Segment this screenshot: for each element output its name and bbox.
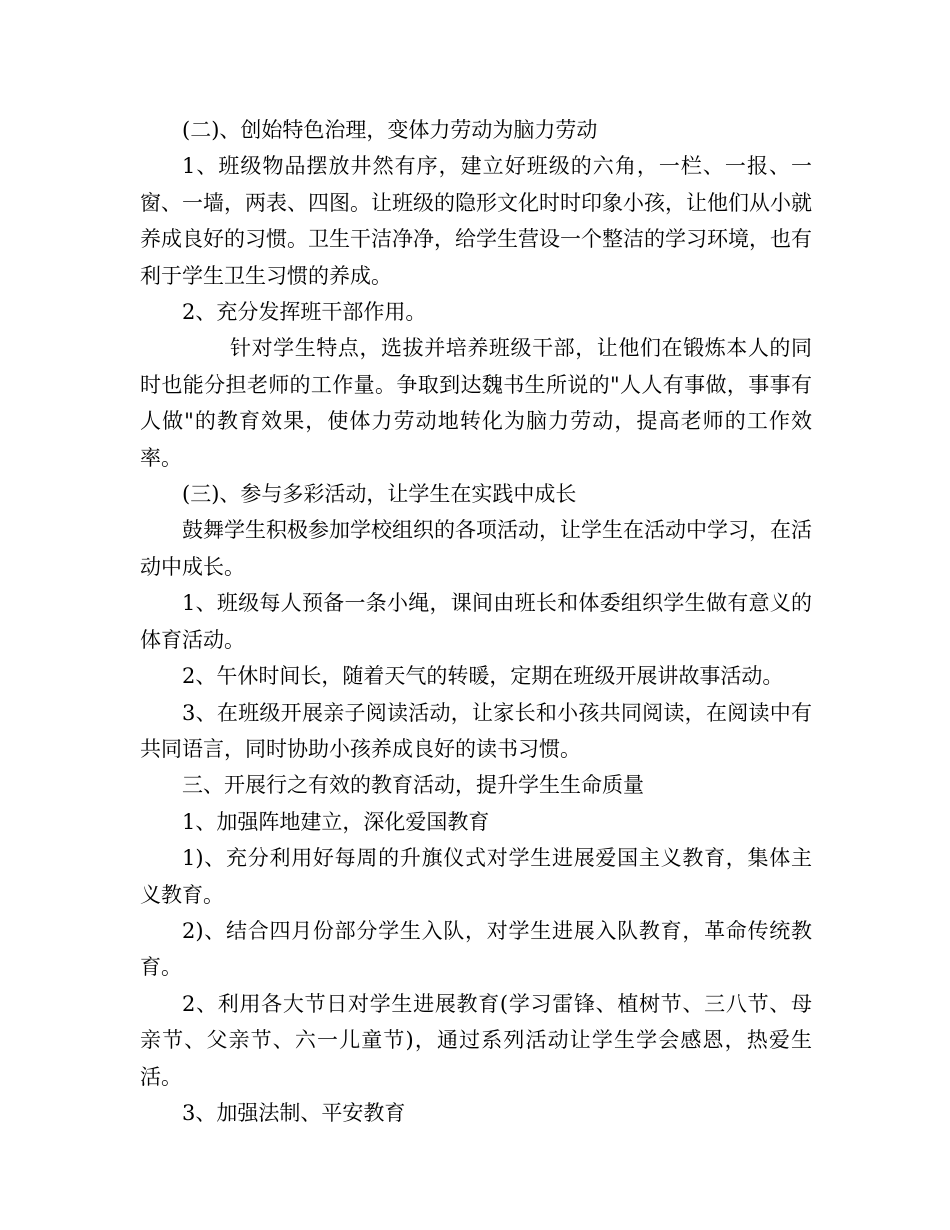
section-heading-special-management: (二)、创始特色治理，变体力劳动为脑力劳动 (182, 118, 598, 142)
paragraph-parent-child-reading: 3、在班级开展亲子阅读活动，让家长和小孩共同阅读，在阅读中有共同语言，同时协助小孩养成良好的读书习惯。 (140, 700, 812, 761)
paragraph-holiday-education: 2、利用各大节日对学生进展教育(学习雷锋、植树节、三八节、母亲节、父亲节、六一儿童节)，通过系列活动让学生学会感恩，热爱生活。 (140, 991, 812, 1089)
paragraph-team-joining: 2)、结合四月份部分学生入队，对学生进展入队教育，革命传统教育。 (140, 918, 812, 980)
paragraph-patriotic-education-heading: 1、加强阵地建立，深化爱国教育 (182, 809, 490, 834)
section-heading-activities: (三)、参与多彩活动，让学生在实践中成长 (182, 482, 577, 507)
document-body (140, 112, 812, 1131)
paragraph-legal-safety-heading: 3、加强法制、平安教育 (182, 1100, 406, 1125)
paragraph-class-items: 1、班级物品摆放井然有序，建立好班级的六角，一栏、一报、一窗、一墙，两表、四图。让班级的隐形文化时时印象小孩，让他们从小就养成良好的习惯。卫生干洁净净，给学生营设一个整洁的学习环境，也有利于学生卫生习惯的养成。 (140, 154, 812, 288)
paragraph-class-cadres: 针对学生特点，选拔并培养班级干部，让他们在锻炼本人的同时也能分担老师的工作量。争取到达魏书生所说的"人人有事做，事事有人做"的教育效果，使体力劳动地转化为脑力劳动，提高老师的工作效率。 (140, 336, 812, 470)
section-heading-education-activities: 三、开展行之有效的教育活动，提升学生生命质量 (182, 773, 644, 798)
paragraph-class-cadres-heading: 2、充分发挥班干部作用。 (182, 300, 427, 325)
paragraph-rope-activity: 1、班级每人预备一条小绳，课间由班长和体委组织学生做有意义的体育活动。 (140, 591, 812, 652)
paragraph-storytelling: 2、午休时间长，随着天气的转暖，定期在班级开展讲故事活动。 (182, 664, 784, 689)
paragraph-flag-ceremony: 1)、充分利用好每周的升旗仪式对学生进展爱国主义教育，集体主义教育。 (140, 846, 812, 907)
paragraph-encourage-activities: 鼓舞学生积极参加学校组织的各项活动，让学生在活动中学习，在活动中成长。 (140, 518, 812, 579)
